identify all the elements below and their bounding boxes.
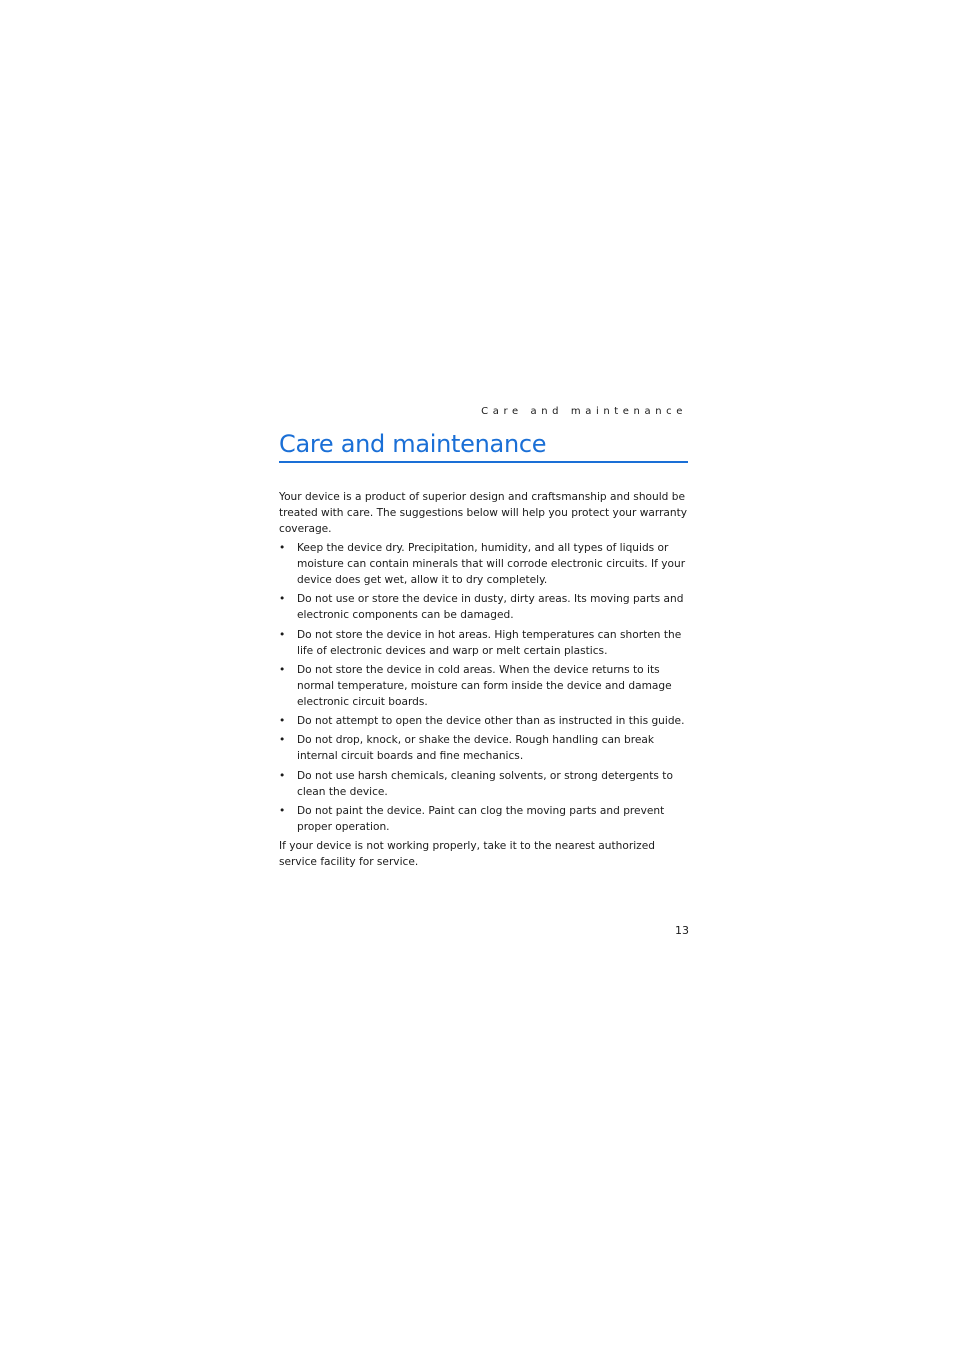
bullet-icon: •	[279, 593, 286, 606]
list-item	[279, 732, 691, 764]
closing-paragraph: If your device is not working properly, take it to the nearest authorized service facility for service.	[279, 840, 655, 869]
bullet-icon: •	[279, 542, 286, 554]
intro-paragraph: Your device is a product of superior design and craftsmanship and should be treated with care. The suggestions below will help you protect your warranty coverage.	[279, 491, 688, 535]
list-item	[279, 540, 691, 588]
bullet-icon: •	[279, 734, 286, 747]
list-item-text: Do not drop, knock, or shake the device. Rough handling can break internal circuit boards and fine mechanics.	[297, 734, 655, 763]
bullet-icon: •	[279, 663, 286, 676]
list-item-text: Do not use or store the device in dusty, dirty areas. Its moving parts and electronic components can be damaged.	[297, 593, 684, 622]
list-item	[279, 591, 691, 623]
title-underline	[279, 461, 688, 463]
list-item-text: Do not use harsh chemicals, cleaning solvents, or strong detergents to clean the device.	[297, 769, 673, 798]
page-number: 13	[675, 924, 689, 937]
list-item-text: Do not paint the device. Paint can clog the moving parts and prevent proper operation.	[297, 805, 665, 834]
list-item-text: Keep the device dry. Precipitation, humidity, and all types of liquids or moisture can contain minerals that will corrode electronic circuits. If your device does get wet, allow it to dry completely.	[297, 542, 686, 586]
bullet-icon: •	[279, 715, 286, 728]
bullet-icon: •	[279, 805, 286, 818]
list-item	[279, 768, 691, 800]
body-content	[279, 489, 691, 870]
bullet-icon: •	[279, 769, 286, 782]
running-header: Care and maintenance	[481, 406, 687, 417]
list-item-text: Do not attempt to open the device other than as instructed in this guide.	[297, 715, 685, 728]
list-item	[279, 662, 691, 710]
care-tips-list	[279, 540, 691, 835]
list-item	[279, 627, 691, 659]
page-title: Care and maintenance	[279, 430, 547, 458]
list-item	[279, 803, 691, 835]
bullet-icon: •	[279, 628, 286, 641]
list-item	[279, 713, 691, 729]
list-item-text: Do not store the device in cold areas. When the device returns to its normal temperature, moisture can form inside the device and damage electronic circuit boards.	[297, 663, 672, 708]
list-item-text: Do not store the device in hot areas. High temperatures can shorten the life of electronic devices and warp or melt certain plastics.	[297, 628, 682, 657]
